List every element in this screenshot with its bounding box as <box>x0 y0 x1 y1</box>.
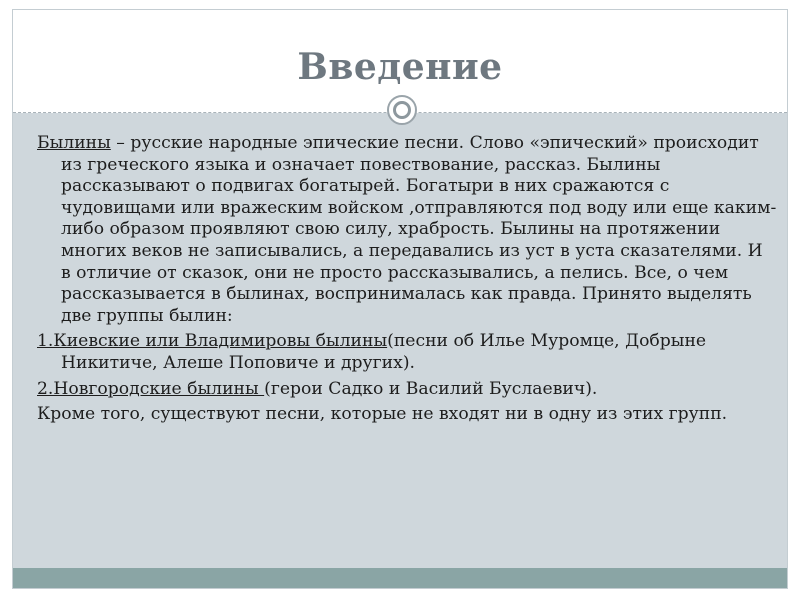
paragraph-intro-text: – русские народные эпические песни. Слово «эпический» происходит из греческого языка и означает повествование, рассказ. Былины рассказывают о подвигах богатырей. Богатыри в них сражаются с чудовищами или вражеским войском ,отправляются под воду или еще каким-либо образом проявляют свою силу, храбрость. Былины на протяжении многих веков не записывались, а передавались из уст в уста сказателями. И в отличие от сказок, они не просто рассказывались, а пелись. Все, о чем рассказывается в былинах, воспринималась как правда. Принято выделять две группы былин: <box>61 133 777 326</box>
term-kiev: 1.Киевские или Владимировы былины <box>37 331 388 352</box>
term-byliny: Былины <box>37 133 111 153</box>
paragraph-other-text: Кроме того, существуют песни, которые не входят ни в одну из этих групп. <box>37 404 728 425</box>
paragraph-novgorod <box>37 379 777 401</box>
footer-bar <box>13 568 787 588</box>
slide <box>13 10 787 588</box>
paragraph-intro <box>37 133 777 327</box>
paragraph-other <box>37 404 777 426</box>
slide-title: Введение <box>297 46 503 88</box>
slide-body <box>37 133 777 430</box>
paragraph-kiev <box>37 331 777 374</box>
circle-ornament-icon <box>387 95 417 125</box>
paragraph-kiev-text: (песни об Илье Муромце, Добрыне Никитиче, Алеше Поповиче и других). <box>61 331 707 373</box>
term-novgorod: 2.Новгородские былины <box>37 378 265 399</box>
paragraph-novgorod-text: (герои Садко и Василий Буслаевич). <box>264 378 598 399</box>
